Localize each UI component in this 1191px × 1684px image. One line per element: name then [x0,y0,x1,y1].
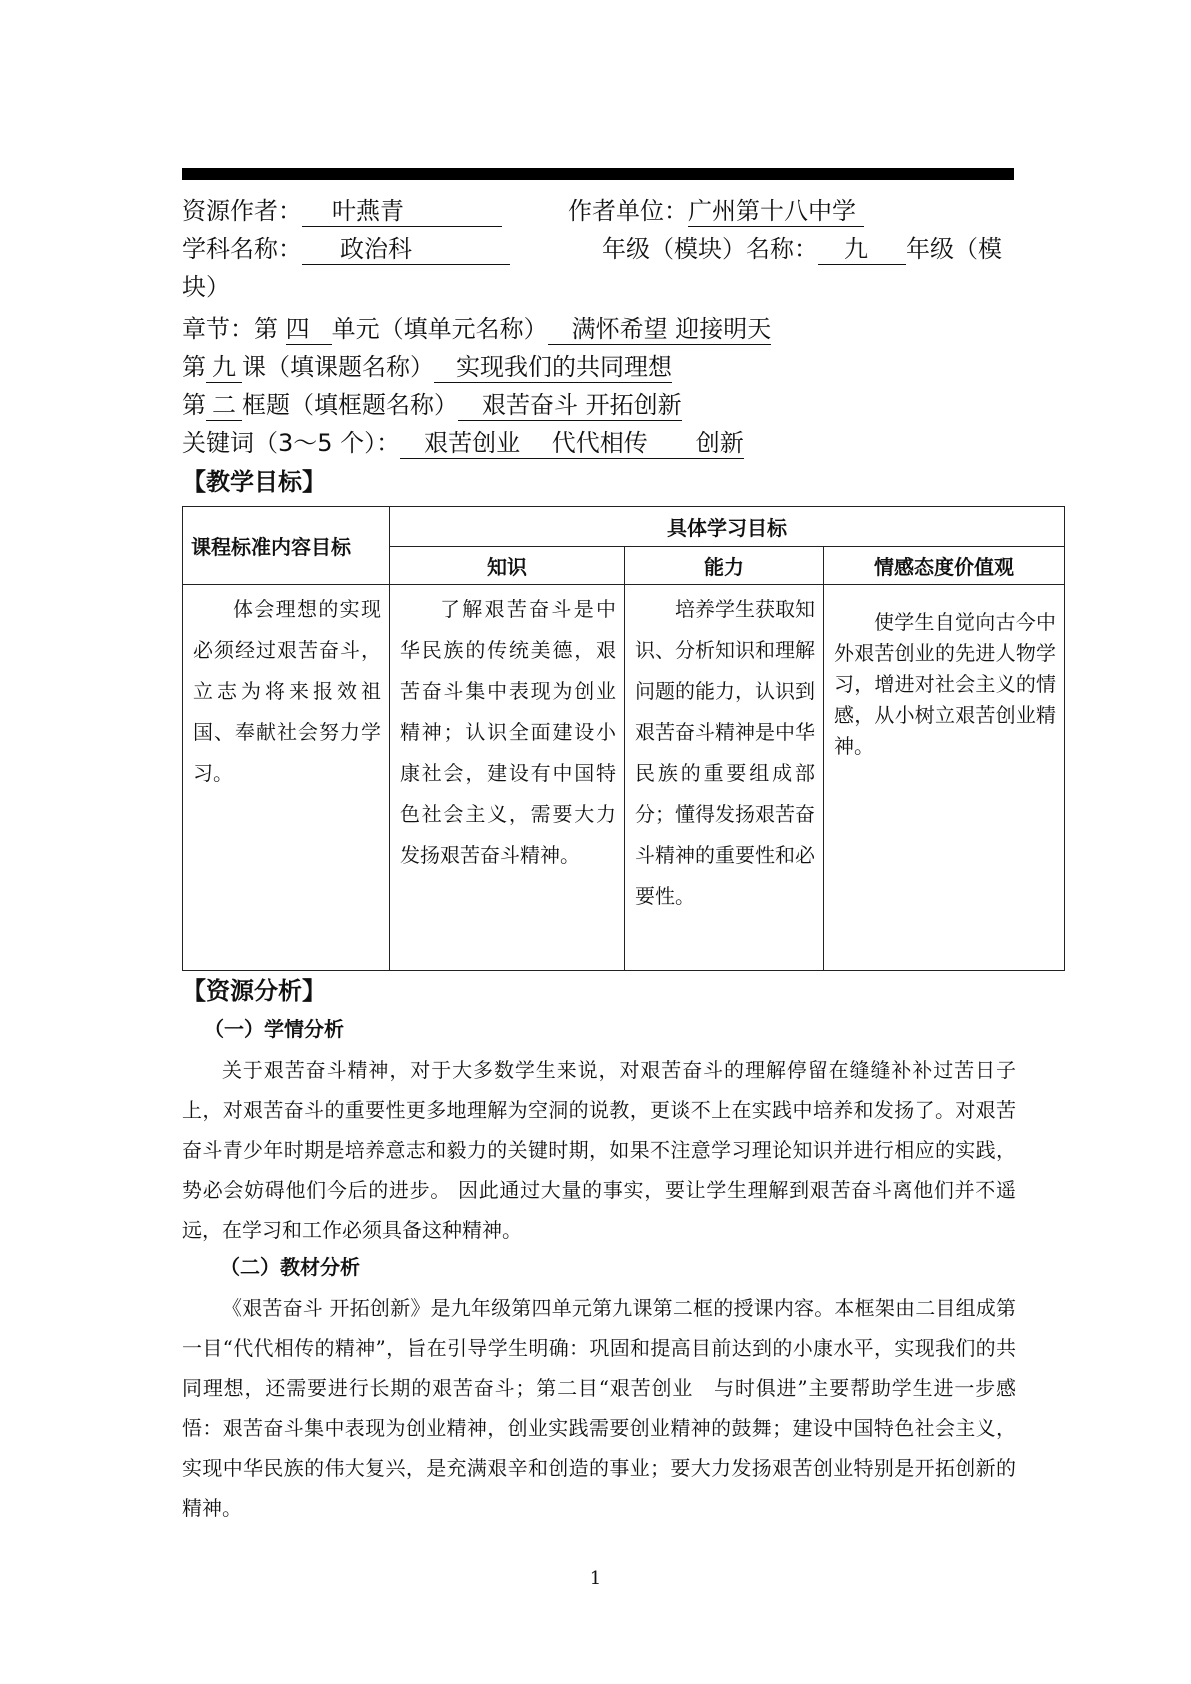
grade-value: 九 [818,234,906,265]
unit-value: 广州第十八中学 [688,196,864,227]
lesson-name: 实现我们的共同理想 [434,352,672,383]
lesson-mid: 课（填课题名称） [242,353,434,381]
resource-heading: 【资源分析】 [182,977,326,1005]
chapter-row [182,314,771,345]
subject-label: 学科名称： [182,235,302,263]
cell-emotion [824,585,1065,971]
header-emotion: 情感态度价值观 [824,547,1065,585]
keywords-label: 关键词（3～5 个）： [182,429,401,457]
header-specific: 具体学习目标 [390,507,1065,547]
cell-ability [625,585,824,971]
header-ability: 能力 [625,547,824,585]
section2-title: （二）教材分析 [220,1255,360,1279]
unit-label: 作者单位： [568,197,688,225]
subject-row [182,234,510,265]
frame-prefix: 第 [182,391,206,419]
knowledge-text: 了解艰苦奋斗是中华民族的传统美德，艰苦奋斗集中表现为创业精神；认识全面建设小康社会，建设有中国特色社会主义，需要大力发扬艰苦奋斗精神。 [400,597,616,867]
section2-paragraph: 《艰苦奋斗 开拓创新》是九年级第四单元第九课第二框的授课内容。本框架由二目组成第一目“代代相传的精神”，旨在引导学生明确：巩固和提高目前达到的小康水平，实现我们的共同理想，还需要进行长期的艰苦奋斗；第二目“艰苦创业 与时俱进”主要帮助学生进一步感悟：艰苦奋斗集中表现为创业精神，创业实践需要创业精神的鼓舞；建设中国特色社会主义，实现中华民族的伟大复兴，是充满艰辛和创造的事业；要大力发扬艰苦创业特别是开拓创新的精神。 [182,1296,1016,1520]
author-row [182,196,502,227]
keywords-row [182,428,744,459]
frame-mid: 框题（填框题名称） [242,391,458,419]
ability-text: 培养学生获取知识、分析知识和理解问题的能力，认识到艰苦奋斗精神是中华民族的重要组成部分；懂得发扬艰苦奋斗精神的重要性和必要性。 [635,597,815,908]
chapter-label: 章节：第 [182,315,278,343]
chapter-name: 满怀希望 迎接明天 [548,314,772,345]
cell-knowledge [390,585,625,971]
grade-label: 年级（模块）名称： [602,235,818,263]
keywords-value: 艰苦创业 代代相传 创新 [400,428,744,459]
header-rule [182,168,1014,180]
grade-suffix: 年级（模 [906,235,1002,263]
section1-title: （一）学情分析 [204,1017,344,1041]
header-knowledge: 知识 [390,547,625,585]
grade-row [602,234,1002,265]
author-value: 叶燕青 [302,196,502,227]
cell-standard [183,585,390,971]
grade-suffix-line [182,272,230,302]
lesson-number: 九 [206,352,242,383]
chapter-number: 四 [286,314,332,345]
standard-text: 体会理想的实现必须经过艰苦奋斗，立志为将来报效祖国、奉献社会努力学习。 [193,597,381,785]
frame-number: 二 [206,390,242,421]
lesson-prefix: 第 [182,353,206,381]
chapter-mid: 单元（填单元名称） [331,315,548,343]
frame-row [182,390,682,421]
lesson-row [182,352,672,383]
goals-table [182,506,1065,971]
author-label: 资源作者： [182,197,302,225]
section1-paragraph: 关于艰苦奋斗精神，对于大多数学生来说，对艰苦奋斗的理解停留在缝缝补补过苦日子上，对艰苦奋斗的重要性更多地理解为空洞的说教，更谈不上在实践中培养和发扬了。对艰苦奋斗青少年时期是培养意志和毅力的关键时期，如果不注意学习理论知识并进行相应的实践，势必会妨碍他们今后的进步。 因此通过大量的事实，要让学生理解到艰苦奋斗离他们并不遥远，在学习和工作必须具备这种精神。 [182,1058,1016,1242]
grade-suffix-2: 块） [182,273,230,301]
goals-heading: 【教学目标】 [182,468,326,496]
frame-name: 艰苦奋斗 开拓创新 [458,390,682,421]
unit-row [568,196,864,227]
emotion-text: 使学生自觉向古今中外艰苦创业的先进人物学习，增进对社会主义的情感，从小树立艰苦创业精神。 [834,610,1057,758]
page-number: 1 [589,1568,602,1589]
subject-value: 政治科 [302,234,510,265]
header-standard: 课程标准内容目标 [183,507,390,585]
